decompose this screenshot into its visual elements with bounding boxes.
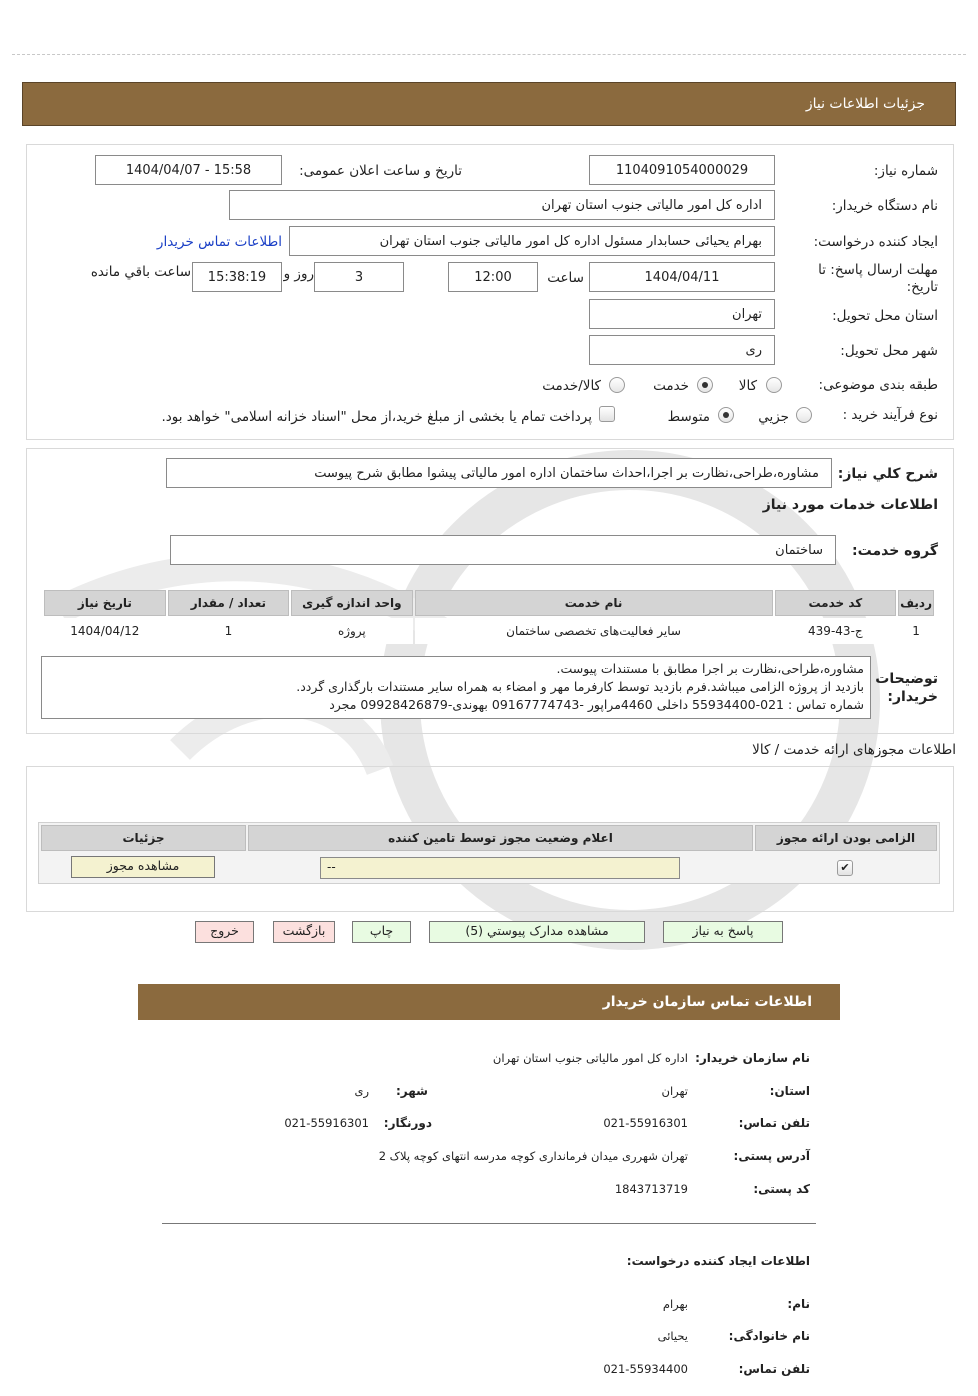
buyer-contact-link[interactable]: اطلاعات تماس خریدار — [156, 234, 282, 250]
view-permit-button[interactable]: مشاهده مجوز — [71, 856, 215, 878]
contact-postal-value: 1843713719 — [614, 1182, 688, 1196]
permit-status-field[interactable]: -- — [320, 857, 680, 879]
deadline-date-field — [589, 262, 775, 292]
process-option-medium: متوسط — [667, 409, 710, 425]
cell-qty: 1 — [168, 618, 289, 644]
contact-phone-value: 021-55916301 — [603, 1116, 688, 1130]
service-group-label: گروه خدمت: — [852, 543, 938, 559]
city-field — [589, 335, 775, 365]
city-value: ری — [745, 342, 762, 358]
description-label: شرح کلي نیاز: — [837, 466, 938, 482]
buyer-notes-line: مشاوره،طراحی،نظارت بر اجرا مطابق با مستندات پیوست. — [556, 661, 864, 676]
need-number-value: 1104091054000029 — [615, 162, 749, 178]
creator-family-label: نام خانوادگی: — [728, 1329, 810, 1343]
category-option-goods-service: کالا/خدمت — [542, 378, 601, 394]
contact-org-label: نام سازمان خریدار: — [695, 1051, 810, 1065]
creator-phone-label: تلفن تماس: — [738, 1362, 810, 1376]
attachments-button[interactable]: مشاهده مدارک پیوستي (5) — [429, 921, 645, 943]
service-group-field — [170, 535, 836, 565]
contact-fax-value: 021-55916301 — [284, 1116, 369, 1130]
buyer-notes-box — [41, 656, 871, 719]
contact-province-label: استان: — [769, 1084, 810, 1098]
contact-org-value: اداره کل امور مالیاتی جنوب استان تهران — [492, 1051, 688, 1065]
services-table — [42, 588, 936, 646]
permits-col-required: الزامی بودن ارائه مجوز — [755, 825, 937, 851]
buyer-org-value: اداره کل امور مالیاتی جنوب استان تهران — [541, 197, 762, 213]
buyer-notes-line: بازدید از پروژه الزامی میباشد.فرم بازدید توسط کارفرما مهر و امضاء به همراه سایر مستندات بارگذاری گردد. — [296, 679, 864, 694]
remaining-label: ساعت باقي مانده — [90, 264, 191, 280]
reply-button[interactable]: پاسخ به نیاز — [663, 921, 783, 943]
creator-phone-value: 021-55934400 — [603, 1362, 688, 1376]
buyer-notes-line: شماره تماس : 021-55934400 داخلی 4460مراپور -09167774743 بهوندی-09928426879 مجرد — [329, 697, 864, 712]
category-radio-service[interactable] — [697, 377, 713, 393]
announce-field — [95, 155, 282, 185]
buyer-notes-label: توضیحات خریدار: — [875, 671, 938, 705]
col-qty: تعداد / مقدار — [168, 590, 289, 616]
remaining-time-field — [192, 262, 282, 292]
top-divider — [12, 54, 966, 55]
cell-row: 1 — [898, 618, 934, 644]
process-radio-minor[interactable] — [796, 407, 812, 423]
creator-value: بهرام یحیائی حسابدار مسئول اداره کل امور مالیاتی جنوب استان تهران — [379, 233, 762, 249]
contact-fax-label: دورنگار: — [383, 1116, 432, 1130]
need-number-field — [589, 155, 775, 185]
permits-table — [38, 822, 940, 884]
deadline-date-value: 1404/04/11 — [644, 269, 720, 285]
deadline-time-value: 12:00 — [474, 269, 512, 285]
days-label: روز و — [283, 266, 314, 282]
process-label: نوع فرآیند خرید : — [842, 407, 938, 423]
col-code: کد خدمت — [775, 590, 897, 616]
need-number-label: شماره نیاز: — [873, 163, 938, 179]
city-label: شهر محل تحویل: — [840, 343, 938, 359]
province-value: تهران — [732, 306, 762, 322]
col-date: تاریخ نیاز — [44, 590, 166, 616]
contact-province-value: تهران — [661, 1084, 688, 1098]
contact-city-label: شهر: — [396, 1084, 428, 1098]
contact-header — [138, 984, 840, 1020]
contact-divider — [162, 1223, 816, 1224]
table-row — [44, 618, 934, 644]
cell-unit: پروژه — [291, 618, 412, 644]
permits-heading: اطلاعات مجوزهای ارائه خدمت / کالا — [752, 742, 956, 758]
permits-col-status: اعلام وضعیت مجوز توسط تامین کننده — [248, 825, 753, 851]
creator-family-value: یحیائی — [657, 1329, 688, 1343]
province-label: استان محل تحویل: — [832, 308, 938, 324]
col-name: نام خدمت — [415, 590, 773, 616]
contact-address-value: تهران شهرری میدان فرمانداری کوچه مدرسه انتهای کوچه پلاک 2 — [378, 1149, 688, 1163]
permits-col-details: جزئیات — [41, 825, 246, 851]
time-label: ساعت — [547, 270, 584, 286]
creator-name-label: نام: — [787, 1297, 810, 1311]
creator-field — [289, 226, 775, 256]
contact-title: اطلاعات تماس سازمان خریدار — [602, 994, 812, 1010]
category-option-goods: کالا — [738, 378, 757, 394]
province-field — [589, 299, 775, 329]
category-radio-goods-service[interactable] — [609, 377, 625, 393]
contact-address-label: آدرس پستی: — [733, 1149, 810, 1163]
exit-button[interactable]: خروج — [195, 921, 254, 943]
category-radio-goods[interactable] — [766, 377, 782, 393]
back-button[interactable]: بازگشت — [273, 921, 335, 943]
required-checkbox[interactable]: ✔ — [837, 860, 853, 876]
days-value: 3 — [354, 269, 364, 285]
buyer-org-label: نام دستگاه خریدار: — [831, 198, 938, 214]
days-field — [314, 262, 404, 292]
services-table-header — [44, 590, 934, 616]
service-group-value: ساختمان — [775, 542, 823, 558]
process-option-minor: جزیي — [758, 409, 789, 425]
cell-name: سایر فعالیت‌های تخصصی ساختمان — [415, 618, 773, 644]
buyer-org-field — [229, 190, 775, 220]
page-title: جزئیات اطلاعات نیاز — [805, 96, 925, 112]
col-unit: واحد اندازه گیری — [291, 590, 412, 616]
description-value: مشاوره،طراحی،نظارت بر اجرا،احداث ساختمان اداره امور مالیاتی پیشوا مطابق شرح پیوست — [314, 465, 819, 481]
treasury-payment-checkbox[interactable] — [599, 406, 615, 422]
print-button[interactable]: چاپ — [352, 921, 411, 943]
deadline-time-field — [448, 262, 538, 292]
creator-label: ایجاد کننده درخواست: — [813, 234, 938, 250]
creator-name-value: بهرام — [662, 1297, 688, 1311]
contact-phone-label: تلفن تماس: — [738, 1116, 810, 1130]
contact-postal-label: کد پستی: — [753, 1182, 810, 1196]
contact-city-value: ری — [354, 1084, 369, 1098]
announce-label: تاریخ و ساعت اعلان عمومی: — [299, 163, 462, 179]
description-field — [166, 458, 832, 488]
creator-heading: اطلاعات ایجاد کننده درخواست: — [626, 1254, 810, 1268]
cell-date: 1404/04/12 — [44, 618, 166, 644]
payment-note: پرداخت تمام یا بخشی از مبلغ خرید،از محل "اسناد خزانه اسلامی" خواهد بود. — [161, 409, 592, 425]
cell-code: ج-43-439 — [775, 618, 897, 644]
page-header — [22, 82, 956, 126]
services-heading: اطلاعات خدمات مورد نیاز — [762, 497, 938, 513]
category-label: طبقه بندی موضوعی: — [818, 377, 938, 393]
category-option-service: خدمت — [653, 378, 689, 394]
deadline-label: مهلت ارسال پاسخ: تا تاریخ: — [818, 262, 938, 295]
col-row: ردیف — [898, 590, 934, 616]
process-radio-medium[interactable] — [718, 407, 734, 423]
announce-value: 1404/04/07 - 15:58 — [125, 162, 252, 178]
remaining-time-value: 15:38:19 — [207, 269, 267, 285]
